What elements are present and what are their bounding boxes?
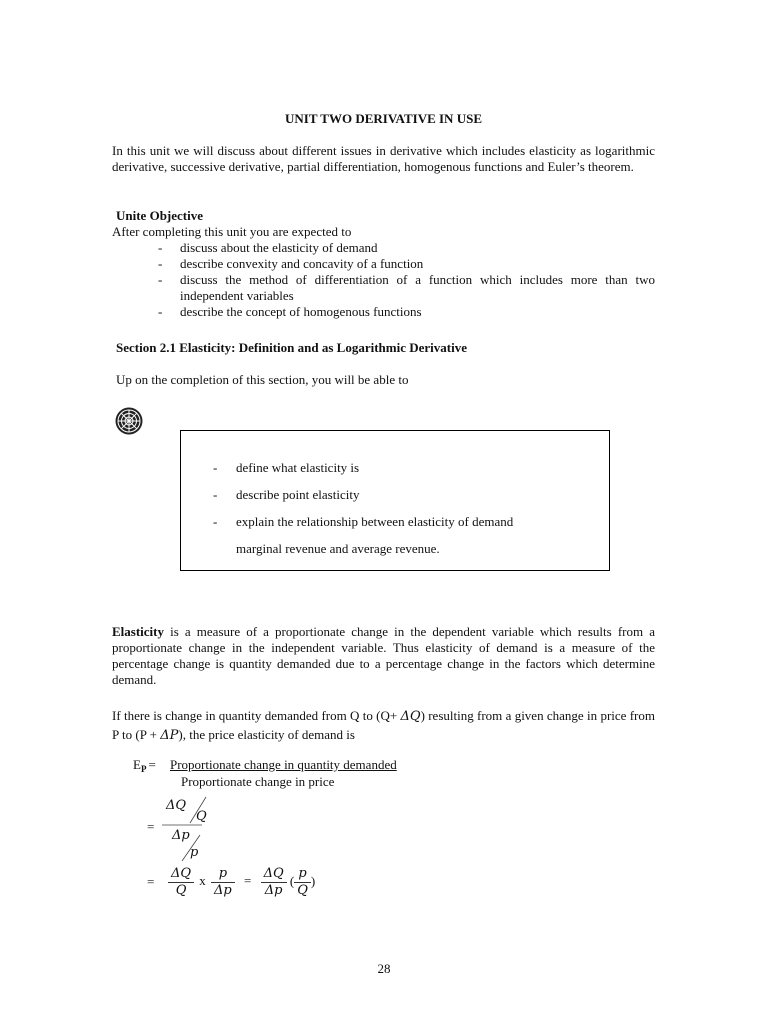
equals-sign: = [244, 873, 252, 889]
objective-list [158, 240, 655, 320]
fraction-dq-over-q [168, 866, 194, 899]
fraction-p-over-dp [211, 866, 235, 899]
elasticity-paragraph [112, 624, 655, 688]
box-item [213, 454, 593, 481]
frac-den: Δp [214, 883, 232, 898]
paren-open: ( [289, 873, 295, 889]
frac-num: ΔQ [261, 866, 287, 883]
box-item-text: explain the relationship between elasticity of demand [236, 514, 514, 529]
frac-dp-bottom: Δp [172, 828, 190, 843]
intro-paragraph: In this unit we will discuss about different issues in derivative which includes elasticity as logarithmic derivative, successive derivative, partial differentiation, homogenous functions and Euler’s theorem. [112, 143, 655, 174]
page-number: 28 [377, 961, 391, 976]
formula-sub-p: P [140, 764, 147, 774]
formula-equals: = [148, 757, 156, 772]
frac-p-bottom: p [190, 845, 199, 860]
box-item-text: describe point elasticity [236, 487, 360, 502]
delta-q-symbol: ΔQ [400, 709, 421, 724]
objective-lead: After completing this unit you are expected to [112, 224, 352, 239]
page-title: UNIT TWO DERIVATIVE IN USE [285, 111, 482, 126]
formula-equals-2: = [147, 819, 155, 834]
frac-num: p [294, 866, 311, 883]
section-heading: Section 2.1 Elasticity: Definition and as Logarithmic Derivative [116, 340, 467, 355]
paren-close: ) [310, 873, 316, 889]
elasticity-term: Elasticity [112, 624, 164, 639]
formula-denominator-text: Proportionate change in price [181, 774, 335, 789]
fraction-p-over-q [294, 866, 311, 899]
frac-num: p [211, 866, 235, 883]
objective-wheel-icon [114, 406, 144, 436]
frac-den: Q [175, 883, 187, 898]
objective-heading: Unite Objective [116, 208, 204, 223]
objective-item: - discuss about the elasticity of demand [158, 240, 655, 256]
objective-item: - describe convexity and concavity of a function [158, 256, 655, 272]
frac-num: ΔQ [168, 866, 194, 883]
frac-den: Δp [264, 883, 283, 898]
section-lead: Up on the completion of this section, you will be able to [116, 372, 409, 387]
objective-item: - discuss the method of differentiation of a function which includes more than two independent variables [158, 272, 655, 304]
change-paragraph [112, 707, 655, 745]
change-text-3: ), the price elasticity of demand is [178, 727, 355, 742]
fraction-dq-over-dp [261, 866, 287, 899]
objectives-box-list [213, 454, 593, 562]
frac-den: Q [297, 883, 308, 898]
delta-p-symbol: ΔP [160, 728, 179, 743]
objective-item: - describe the concept of homogenous functions [158, 304, 655, 320]
frac-q-top: Q [196, 809, 207, 824]
formula-lhs [133, 757, 156, 774]
box-item [213, 481, 593, 508]
change-text-1: If there is change in quantity demanded from Q to (Q+ [112, 708, 401, 723]
compound-fraction [160, 795, 220, 865]
formula-numerator-text: Proportionate change in quantity demanded [170, 757, 397, 772]
frac-dq-top: ΔQ [166, 798, 187, 813]
change-text-2: ) resulting from a given change in price from P to (P + [112, 708, 656, 742]
formula-e: E [133, 757, 141, 772]
elasticity-definition: is a measure of a proportionate change in the dependent variable which results from a proportionate change in the independent variable. Thus elasticity of demand is a measure of the percentage change is quantity demanded due to a percentage change in the factors which determine demand. [112, 624, 655, 687]
box-item-text: define what elasticity is [236, 460, 360, 475]
times-sign: x [199, 873, 206, 889]
box-item-continuation: marginal revenue and average revenue. [236, 541, 440, 556]
formula-equals-3: = [147, 874, 155, 889]
box-item [213, 508, 593, 562]
objectives-box [180, 430, 610, 571]
formula-line-3 [168, 866, 315, 899]
